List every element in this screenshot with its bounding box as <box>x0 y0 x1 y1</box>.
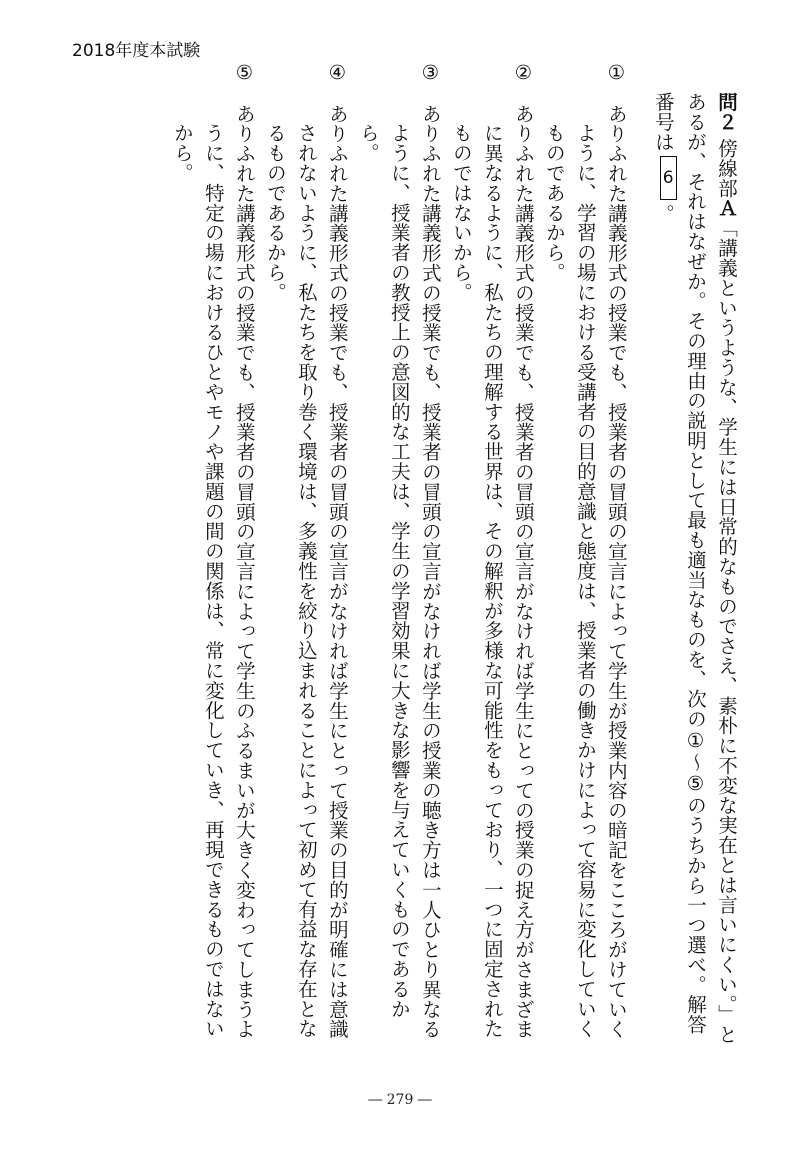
answer-option-3: ③ありふれた講義形式の授業でも、授業者の冒頭の宣言がなければ学生の授業の聴き方は一人ひとり異なるように、授業者の教授上の意図的な工夫は、学生の学習効果に大きな影響を与えていくものであるから。 <box>356 60 442 1039</box>
answer-option-5: ⑤ありふれた講義形式の授業でも、授業者の冒頭の宣言によって学生のふるまいが大きく変わってしまうように、特定の場におけるひとやモノや課題の間の関係は、常に変化していき、再現できるものではないから。 <box>170 60 256 1039</box>
underline-mark-a: Ａ <box>715 198 738 219</box>
answer-options <box>167 60 632 1052</box>
page-number: ― 279 ― <box>368 1092 432 1108</box>
range-end-number: ⑤ <box>684 772 707 796</box>
option-text: ありふれた講義形式の授業でも、授業者の冒頭の宣言によって学生が授業内容の暗記をこころがけていくように、学習の場における受講者の目的意識と態度は、授業者の働きかけによって容易に変化していくものであるから。 <box>542 103 628 1039</box>
option-text: ありふれた講義形式の授業でも、授業者の冒頭の宣言によって学生のふるまいが大きく変わってしまうように、特定の場におけるひとやモノや課題の間の関係は、常に変化していき、再現できるものではないから。 <box>170 103 256 1039</box>
page-header-title: 2018年度本試験 <box>72 41 201 61</box>
question-block <box>167 60 742 1052</box>
stem-text-before: 傍線部 <box>715 138 738 199</box>
stem-text-middle: 「講義というような、学生には日常的なものでさえ、素朴に不変な実在とは言いにくい。」とあるが、それはなぜか。その理由の説明として最も適当なものを、次の <box>684 92 738 1045</box>
answer-option-2: ②ありふれた講義形式の授業でも、授業者の冒頭の宣言がなければ学生にとっての授業の捉え方がさまざまに異なるように、私たちの理解する世界は、その解釈が多様な可能性をもっており、一つに固定されたものではないから。 <box>449 60 535 1039</box>
range-start-number: ① <box>684 728 707 753</box>
answer-number-box: 6 <box>660 156 677 200</box>
answer-option-4: ④ありふれた講義形式の授業でも、授業者の冒頭の宣言がなければ学生にとって授業の目的が明確には意識されないように、私たちを取り巻く環境は、多義性を絞り込まれることによって初めて有益な存在となるものであるから。 <box>263 60 349 1039</box>
option-text: ありふれた講義形式の授業でも、授業者の冒頭の宣言がなければ学生の授業の聴き方は一人ひとり異なるように、授業者の教授上の意図的な工夫は、学生の学習効果に大きな影響を与えていくものであるから。 <box>356 103 442 1039</box>
answer-option-1: ①ありふれた講義形式の授業でも、授業者の冒頭の宣言によって学生が授業内容の暗記をこころがけていくように、学習の場における受講者の目的意識と態度は、授業者の働きかけによって容易に変化していくものであるから。 <box>542 60 628 1039</box>
stem-text-end: 。 <box>651 203 675 224</box>
range-tilde: ～ <box>684 752 707 773</box>
question-label: 問２ <box>715 92 738 132</box>
stem-text-after: のうちから一つ選べ。解答番号は <box>651 92 707 1035</box>
option-text: ありふれた講義形式の授業でも、授業者の冒頭の宣言がなければ学生にとっての授業の捉え方がさまざまに異なるように、私たちの理解する世界は、その解釈が多様な可能性をもっており、一つに固定されたものではないから。 <box>449 103 535 1039</box>
option-text: ありふれた講義形式の授業でも、授業者の冒頭の宣言がなければ学生にとって授業の目的が明確には意識されないように、私たちを取り巻く環境は、多義性を絞り込まれることによって初めて有益な存在となるものであるから。 <box>263 103 349 1039</box>
question-stem <box>648 92 742 1052</box>
